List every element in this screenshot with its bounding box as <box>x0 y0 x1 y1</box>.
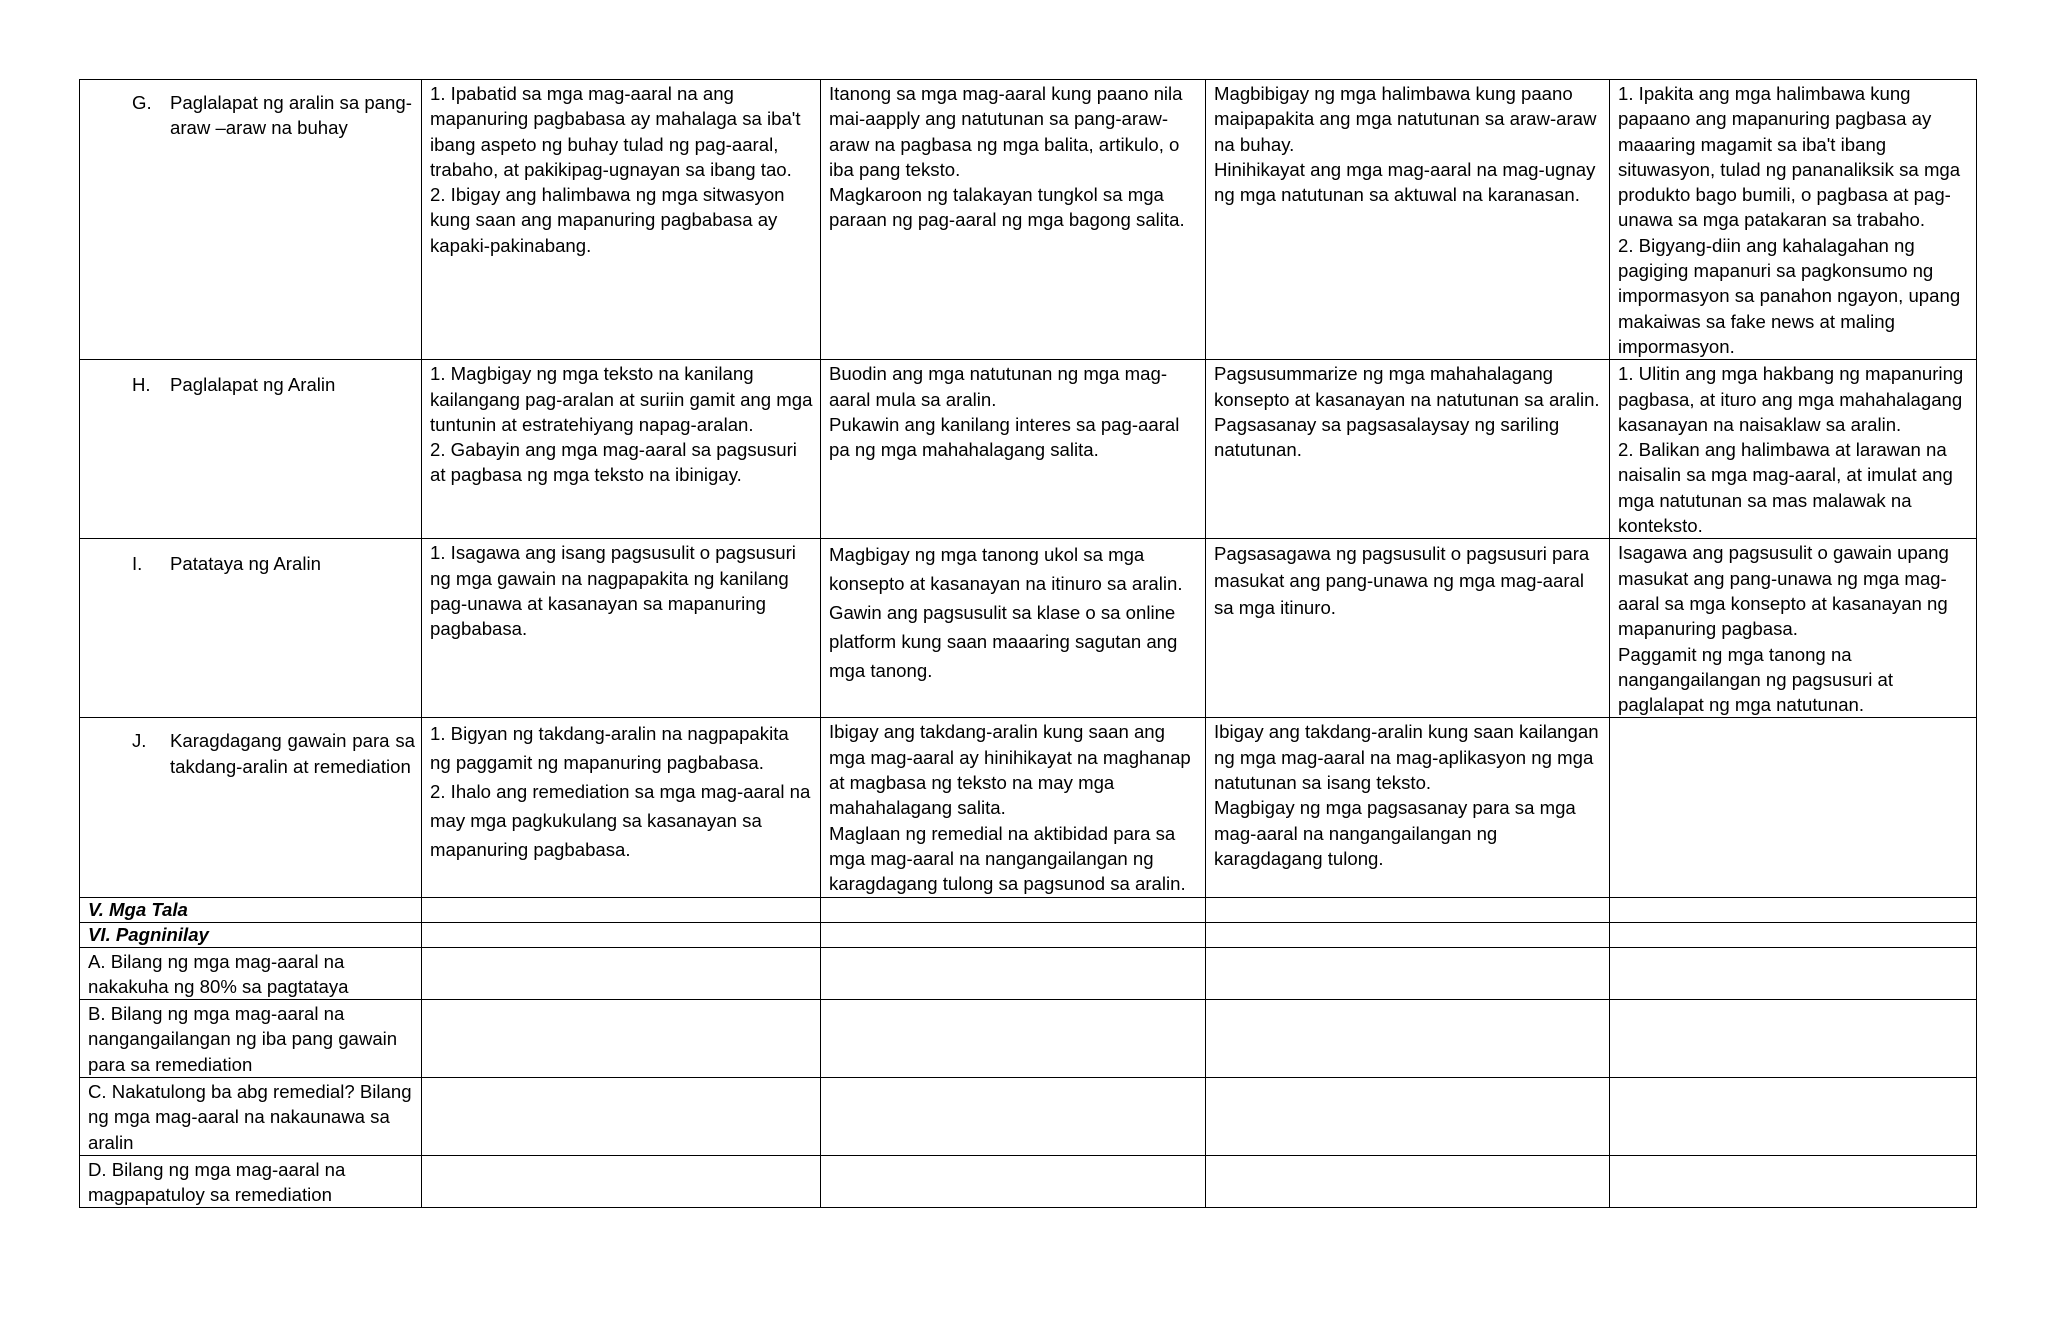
cell-paragraph: 2. Ibigay ang halimbawa ng mga sitwasyon kung saan ang mapanuring pagbabasa ay kapaki-pakinabang. <box>430 184 785 256</box>
day-cell <box>1610 360 1977 539</box>
table-row <box>80 360 1977 539</box>
day-cell-empty <box>1206 947 1610 1000</box>
day-cell-empty <box>821 922 1206 947</box>
day-cell <box>821 539 1206 718</box>
cell-paragraph: Pagsasagawa ng pagsusulit o pagsusuri para masukat ang pang-unawa ng mga mag-aaral sa mga itinuro. <box>1214 543 1590 619</box>
row-letter: G. <box>132 92 152 113</box>
day-cell-empty <box>1206 1000 1610 1078</box>
cell-paragraph: Ibigay ang takdang-aralin kung saan ang mga mag-aaral ay hinihikayat na maghanap at magbasa ng teksto na may mga mahahalagang salita. <box>829 721 1191 819</box>
cell-paragraph: 1. Ipabatid sa mga mag-aaral na ang mapanuring pagbabasa ay mahalaga sa iba't ibang aspeto ng buhay tulad ng pag-aaral, trabaho, at pakikipag-ugnayan sa ibang tao. <box>430 83 801 180</box>
table-row <box>80 897 1977 922</box>
cell-paragraph: 1. Magbigay ng mga teksto na kanilang kailangang pag-aralan at suriin gamit ang mga tuntunin at estratehiyang napag-aralan. <box>430 363 813 435</box>
day-cell <box>821 80 1206 360</box>
day-cell <box>422 360 821 539</box>
day-cell-empty <box>422 922 821 947</box>
reflection-item: B. Bilang ng mga mag-aaral na nangangailangan ng iba pang gawain para sa remediation <box>80 1000 422 1078</box>
day-cell-empty <box>422 947 821 1000</box>
row-label-cell <box>80 718 422 897</box>
cell-paragraph: 2. Balikan ang halimbawa at larawan na naisalin sa mga mag-aaral, at imulat ang mga natutunan sa mas malawak na konteksto. <box>1618 439 1953 537</box>
table-row <box>80 1077 1977 1155</box>
cell-paragraph: Paggamit ng mga tanong na nangangailangan ng pagsusuri at paglalapat ng mga natutunan. <box>1618 643 1894 716</box>
section-heading-reflection: VI. Pagninilay <box>80 922 422 947</box>
day-cell-empty <box>1610 897 1977 922</box>
table-row <box>80 718 1977 897</box>
table-row <box>80 1155 1977 1208</box>
row-label: Karagdagang gawain para sa takdang-aralin at remediation <box>170 730 415 777</box>
cell-paragraph: Maglaan ng remedial na aktibidad para sa mga mag-aaral na nangangailangan ng karagdagang tulong sa pagsunod sa aralin. <box>829 822 1186 895</box>
cell-paragraph: Gawin ang pagsusulit sa klase o sa online platform kung saan maaaring sagutan ang mga tanong. <box>829 602 1178 682</box>
cell-paragraph: 2. Bigyang-diin ang kahalagahan ng pagiging mapanuri sa pagkonsumo ng impormasyon sa panahon ngayon, upang makaiwas sa fake news at maling impormasyon. <box>1618 234 1961 357</box>
row-label-cell <box>80 539 422 718</box>
day-cell <box>422 539 821 718</box>
row-label-cell <box>80 80 422 360</box>
cell-paragraph: Itanong sa mga mag-aaral kung paano nila mai-aapply ang natutunan sa pang-araw-araw na pagbasa ng mga balita, artikulo, o iba pang teksto. <box>829 83 1183 180</box>
row-label-cell <box>80 360 422 539</box>
cell-paragraph: Magkaroon ng talakayan tungkol sa mga paraan ng pag-aaral ng mga bagong salita. <box>829 184 1185 231</box>
day-cell <box>1610 80 1977 360</box>
cell-paragraph: Isagawa ang pagsusulit o gawain upang masukat ang pang-unawa ng mga mag-aaral sa mga konsepto at kasanayan ng mapanuring pagbasa. <box>1618 542 1949 640</box>
daily-lesson-log-table <box>79 79 1977 1208</box>
day-cell <box>821 718 1206 897</box>
row-letter: I. <box>132 553 143 575</box>
row-label: Paglalapat ng Aralin <box>170 374 336 396</box>
day-cell-empty <box>422 897 821 922</box>
reflection-item: A. Bilang ng mga mag-aaral na nakakuha ng 80% sa pagtataya <box>80 947 422 1000</box>
day-cell-empty <box>1610 1155 1977 1208</box>
cell-paragraph: 1. Ipakita ang mga halimbawa kung papaano ang mapanuring pagbasa ay maaaring magamit sa iba't ibang situwasyon, tulad ng pananaliksik sa mga produkto bago bumili, o pagbasa at pag-unawa sa mga patakaran sa trabaho. <box>1618 83 1961 231</box>
day-cell-empty <box>821 947 1206 1000</box>
table-row <box>80 539 1977 718</box>
cell-paragraph: Pukawin ang kanilang interes sa pag-aaral pa ng mga mahahalagang salita. <box>829 413 1180 461</box>
day-cell-empty <box>1206 922 1610 947</box>
day-cell-empty <box>1610 947 1977 1000</box>
cell-paragraph: Hinihikayat ang mga mag-aaral na mag-ugnay ng mga natutunan sa aktuwal na karanasan. <box>1214 158 1596 206</box>
cell-paragraph: Pagsusummarize ng mga mahahalagang konsepto at kasanayan na natutunan sa aralin. <box>1214 363 1600 410</box>
day-cell-empty <box>1610 1000 1977 1078</box>
day-cell <box>422 718 821 897</box>
day-cell-empty <box>1610 718 1977 897</box>
row-label: Patataya ng Aralin <box>170 553 321 575</box>
day-cell <box>1206 718 1610 897</box>
table-row <box>80 80 1977 360</box>
day-cell <box>1206 80 1610 360</box>
day-cell <box>1610 539 1977 718</box>
cell-paragraph: Magbigay ng mga tanong ukol sa mga konsepto at kasanayan na itinuro sa aralin. <box>829 544 1183 595</box>
table-row <box>80 1000 1977 1078</box>
cell-paragraph: 2. Ihalo ang remediation sa mga mag-aaral na may mga pagkukulang sa kasanayan sa mapanuring pagbabasa. <box>430 781 811 861</box>
cell-paragraph: 2. Gabayin ang mga mag-aaral sa pagsusuri at pagbasa ng mga teksto na ibinigay. <box>430 439 797 486</box>
day-cell-empty <box>1610 1077 1977 1155</box>
day-cell-empty <box>821 897 1206 922</box>
day-cell-empty <box>1206 897 1610 922</box>
reflection-item: C. Nakatulong ba abg remedial? Bilang ng mga mag-aaral na nakaunawa sa aralin <box>80 1077 422 1155</box>
day-cell-empty <box>1206 1155 1610 1208</box>
day-cell <box>821 360 1206 539</box>
day-cell <box>422 80 821 360</box>
day-cell-empty <box>1206 1077 1610 1155</box>
day-cell-empty <box>821 1000 1206 1078</box>
day-cell <box>1206 539 1610 718</box>
cell-paragraph: 1. Ulitin ang mga hakbang ng mapanuring pagbasa, at ituro ang mga mahahalagang kasanayan na naisaklaw sa aralin. <box>1618 363 1964 435</box>
row-label: Paglalapat ng aralin sa pang-araw –araw na buhay <box>170 92 412 139</box>
row-letter: H. <box>132 374 151 396</box>
day-cell-empty <box>821 1077 1206 1155</box>
day-cell-empty <box>1610 922 1977 947</box>
day-cell-empty <box>422 1155 821 1208</box>
row-letter: J. <box>132 730 147 752</box>
reflection-item: D. Bilang ng mga mag-aaral na magpapatuloy sa remediation <box>80 1155 422 1208</box>
cell-paragraph: Buodin ang mga natutunan ng mga mag-aaral mula sa aralin. <box>829 363 1168 410</box>
section-heading-notes: V. Mga Tala <box>80 897 422 922</box>
cell-paragraph: 1. Isagawa ang isang pagsusulit o pagsusuri ng mga gawain na nagpapakita ng kanilang pag-unawa at kasanayan sa mapanuring pagbabasa. <box>430 542 796 640</box>
table-row <box>80 922 1977 947</box>
cell-paragraph: 1. Bigyan ng takdang-aralin na nagpapakita ng paggamit ng mapanuring pagbabasa. <box>430 723 789 774</box>
day-cell <box>1206 360 1610 539</box>
cell-paragraph: Ibigay ang takdang-aralin kung saan kailangan ng mga mag-aaral na mag-aplikasyon ng mga natutunan sa isang teksto. <box>1214 721 1599 794</box>
day-cell-empty <box>821 1155 1206 1208</box>
day-cell-empty <box>422 1077 821 1155</box>
cell-paragraph: Pagsasanay sa pagsasalaysay ng sariling natutunan. <box>1214 413 1560 461</box>
cell-paragraph: Magbigay ng mga pagsasanay para sa mga mag-aaral na nangangailangan ng karagdagang tulong. <box>1214 797 1576 869</box>
table-row <box>80 947 1977 1000</box>
day-cell-empty <box>422 1000 821 1078</box>
cell-paragraph: Magbibigay ng mga halimbawa kung paano maipapakita ang mga natutunan sa araw-araw na buhay. <box>1214 83 1597 155</box>
